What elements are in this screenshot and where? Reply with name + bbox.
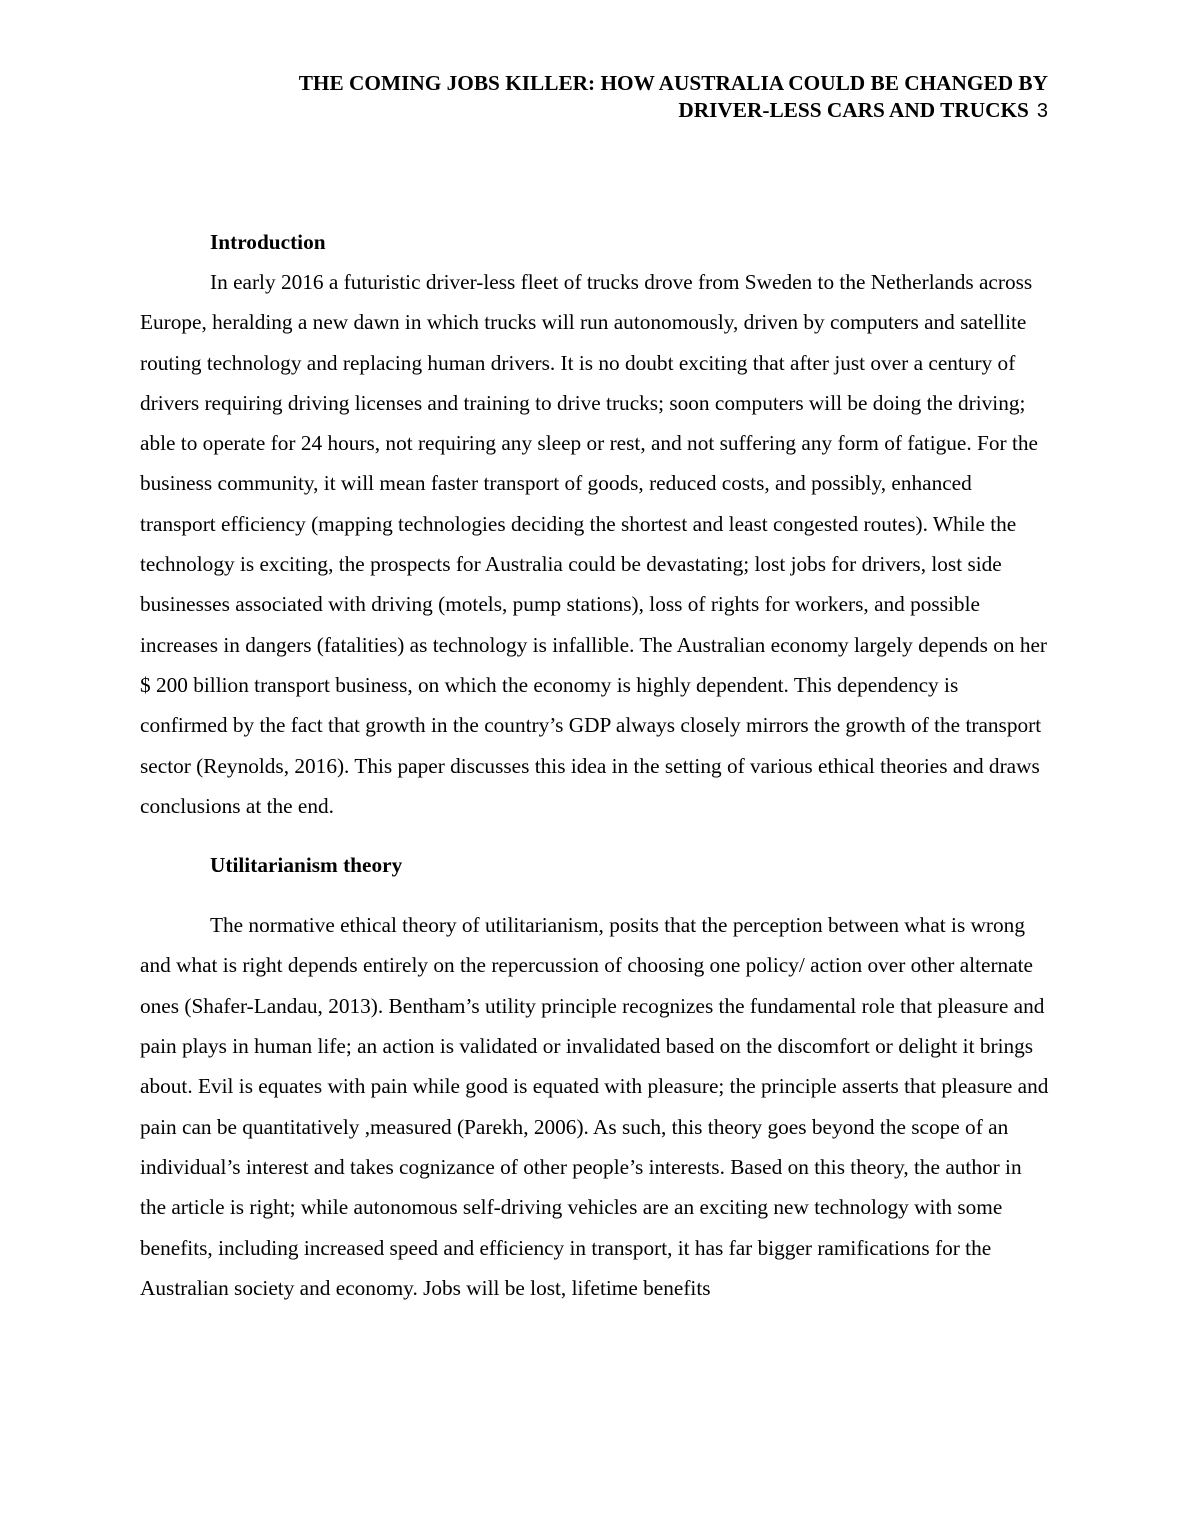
document-body (140, 222, 1050, 1308)
running-header (148, 70, 1048, 125)
page-number: 3 (1036, 100, 1048, 122)
section-heading-utilitarianism: Utilitarianism theory (210, 853, 403, 878)
header-title-line-2-text: DRIVER-LESS CARS AND TRUCKS (678, 98, 1029, 122)
header-title-line-2 (148, 97, 1048, 125)
utilitarianism-paragraph: The normative ethical theory of utilitarianism, posits that the perception between what is wrong and what is right depends entirely on the repercussion of choosing one policy/ action over other alternate ones (Shafer-Landau, 2013). Bentham’s utility principle recognizes the fundamental role that pleasure and pain plays in human life; an action is validated or invalidated based on the discomfort or delight it brings about. Evil is equates with pain while good is equated with pleasure; the principle asserts that pleasure and pain can be quantitatively ,measured (Parekh, 2006). As such, this theory goes beyond the scope of an individual’s interest and takes cognizance of other people’s interests. Based on this theory, the author in the article is right; while autonomous self-driving vehicles are an exciting new technology with some benefits, including increased speed and efficiency in transport, it has far bigger ramifications for the Australian society and economy. Jobs will be lost, lifetime benefits (140, 913, 1049, 1300)
introduction-paragraph: In early 2016 a futuristic driver-less fleet of trucks drove from Sweden to the Netherlands across Europe, heralding a new dawn in which trucks will run autonomously, driven by computers and satellite routing technology and replacing human drivers. It is no doubt exciting that after just over a century of drivers requiring driving licenses and training to drive trucks; soon computers will be doing the driving; able to operate for 24 hours, not requiring any sleep or rest, and not suffering any form of fatigue. For the business community, it will mean faster transport of goods, reduced costs, and possibly, enhanced transport efficiency (mapping technologies deciding the shortest and least congested routes). While the technology is exciting, the prospects for Australia could be devastating; lost jobs for drivers, lost side businesses associated with driving (motels, pump stations), loss of rights for workers, and possible increases in dangers (fatalities) as technology is infallible. The Australian economy largely depends on her $ 200 billion transport business, on which the economy is highly dependent. This dependency is confirmed by the fact that growth in the country’s GDP always closely mirrors the growth of the transport sector (Reynolds, 2016). This paper discusses this idea in the setting of various ethical theories and draws conclusions at the end. (140, 270, 1048, 818)
header-title-line-1: THE COMING JOBS KILLER: HOW AUSTRALIA COULD BE CHANGED BY (298, 71, 1048, 95)
section-heading-introduction: Introduction (210, 230, 326, 254)
